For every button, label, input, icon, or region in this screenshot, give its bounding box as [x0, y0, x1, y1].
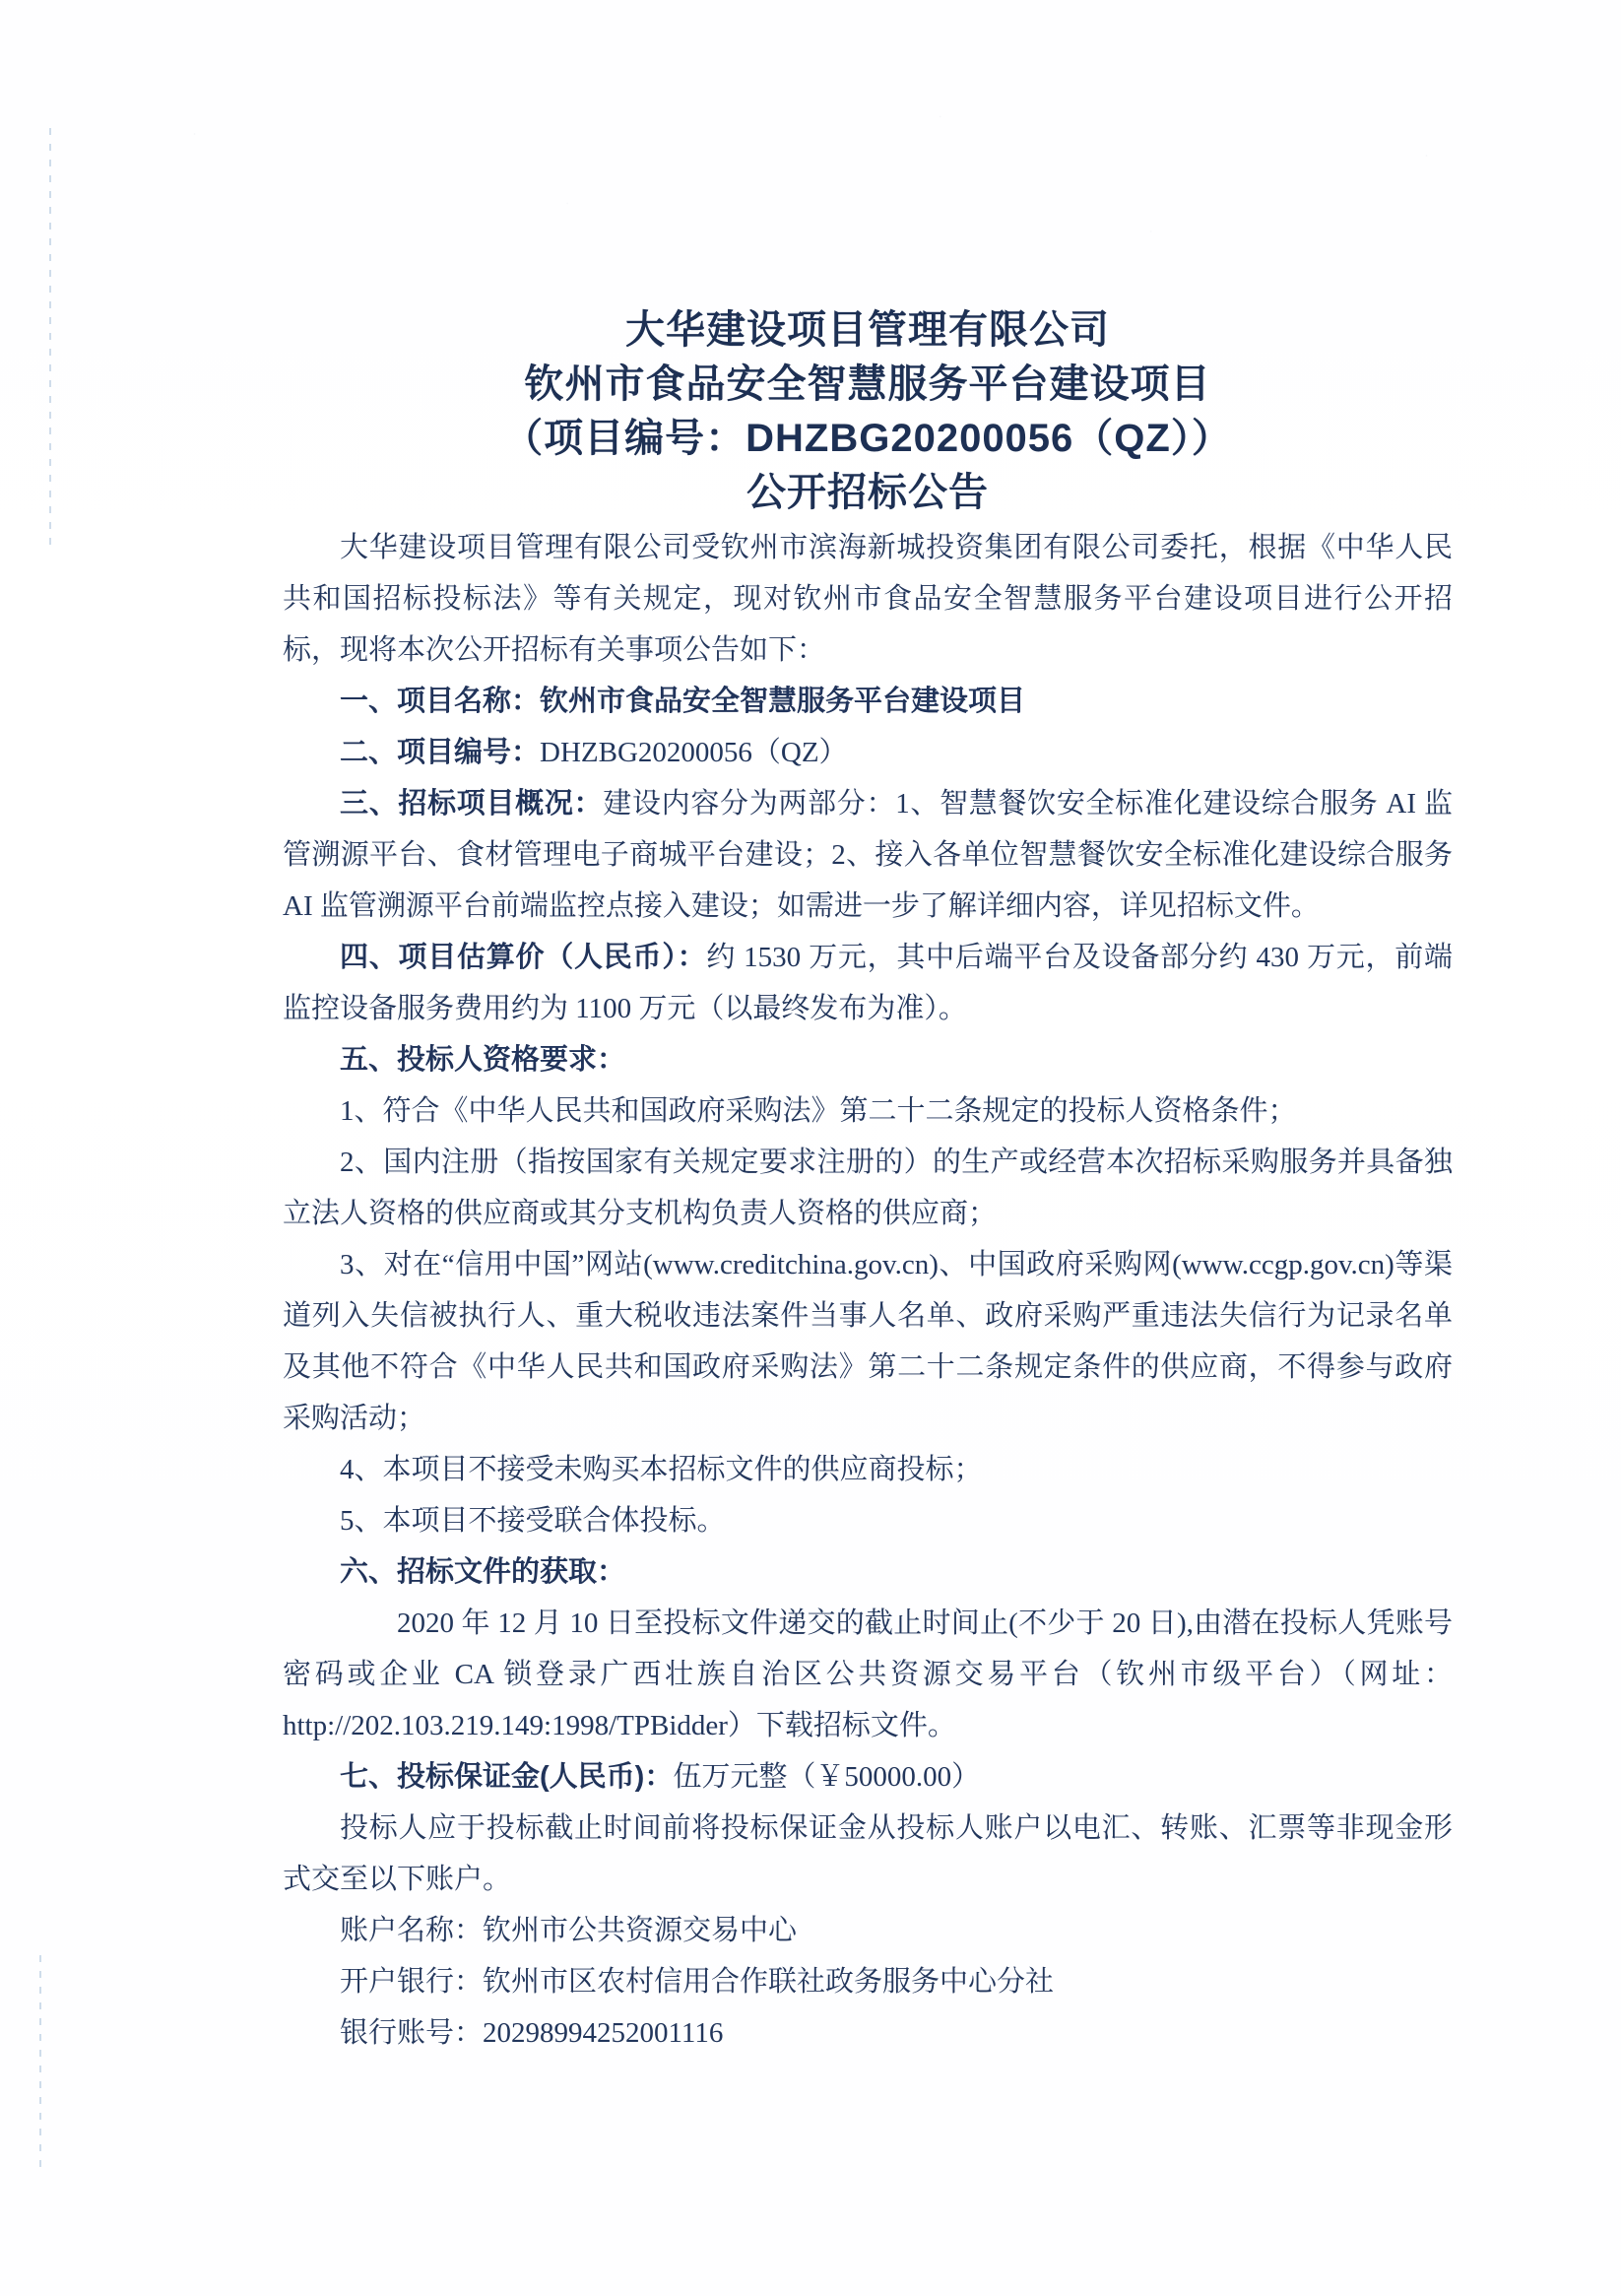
paragraph-intro	[283, 522, 1453, 676]
item-text: 5、本项目不接受联合体投标。	[340, 1505, 726, 1537]
account-text: 银行账号：20298994252001116	[340, 2017, 724, 2049]
section-label: 六、招标文件的获取：	[340, 1556, 626, 1588]
title-project-name: 钦州市食品安全智慧服务平台建设项目	[524, 362, 1211, 406]
section-value: 伍万元整（￥50000.00）	[673, 1761, 981, 1793]
qualification-item-2	[283, 1137, 1453, 1239]
title-announcement-type: 公开招标公告	[746, 471, 989, 514]
scan-artifact-line	[39, 1955, 41, 2167]
item-text: 2、国内注册（指按国家有关规定要求注册的）的生产或经营本次招标采购服务并具备独立法人资格的供应商或其分支机构负责人资格的供应商；	[283, 1147, 1453, 1229]
section-label: 一、项目名称：	[340, 686, 541, 717]
item-text: 4、本项目不接受未购买本招标文件的供应商投标；	[340, 1454, 983, 1485]
qualification-item-4	[283, 1444, 1453, 1495]
section-project-overview	[283, 778, 1453, 932]
paragraph-deposit-instructions	[283, 1803, 1453, 1905]
section-value: DHZBG20200056（QZ）	[540, 737, 848, 768]
section-text: 约 1530 万元，其中后端平台及设备部分约 430 万元，前端监控设备服务费用约为 1100 万元（以最终发布为准）。	[283, 942, 1453, 1024]
title-project-number: （项目编号：DHZBG20200056（QZ））	[503, 417, 1232, 460]
document-body	[283, 522, 1453, 2059]
section-label: 三、招标项目概况：	[340, 788, 604, 820]
section-project-name	[283, 676, 1453, 727]
item-text: 1、符合《中华人民共和国政府采购法》第二十二条规定的投标人资格条件；	[340, 1095, 1297, 1127]
qualification-item-1	[283, 1085, 1453, 1137]
section-document-acquisition-heading	[283, 1546, 1453, 1598]
section-bidder-qualifications-heading	[283, 1034, 1453, 1085]
paragraph-text: 投标人应于投标截止时间前将投标保证金从投标人账户以电汇、转账、汇票等非现金形式交至以下账户。	[283, 1812, 1453, 1895]
document-title-block	[283, 303, 1453, 520]
section-label: 五、投标人资格要求：	[340, 1044, 626, 1076]
qualification-item-3	[283, 1239, 1453, 1444]
title-company-name: 大华建设项目管理有限公司	[625, 308, 1110, 352]
scan-artifact-line	[49, 128, 51, 552]
section-label: 四、项目估算价（人民币）：	[340, 942, 707, 973]
section-project-number	[283, 727, 1453, 778]
bank-account-number-line	[283, 2007, 1453, 2059]
section-label: 二、项目编号：	[340, 737, 541, 768]
section-bid-deposit	[283, 1751, 1453, 1803]
paragraph-document-acquisition	[283, 1598, 1453, 1751]
section-text: 建设内容分为两部分：1、智慧餐饮安全标准化建设综合服务 AI 监管溯源平台、食材管理电子商城平台建设；2、接入各单位智慧餐饮安全标准化建设综合服务 AI 监管溯源平台前端监控点接入建设；如需进一步了解详细内容，详见招标文件。	[283, 788, 1453, 922]
item-text: 3、对在“信用中国”网站(www.creditchina.gov.cn)、中国政府采购网(www.ccgp.gov.cn)等渠道列入失信被执行人、重大税收违法案件当事人名单、政府采购严重违法失信行为记录名单及其他不符合《中华人民共和国政府采购法》第二十二条规定条件的供应商，不得参与政府采购活动；	[283, 1249, 1453, 1434]
account-text: 开户银行：钦州市区农村信用合作联社政务服务中心分社	[340, 1966, 1055, 1998]
document-content	[283, 0, 1453, 2059]
bank-name-line	[283, 1956, 1453, 2007]
account-name-line	[283, 1905, 1453, 1956]
account-text: 账户名称：钦州市公共资源交易中心	[340, 1915, 798, 1946]
qualification-item-5	[283, 1495, 1453, 1546]
paragraph-text: 2020 年 12 月 10 日至投标文件递交的截止时间止(不少于 20 日),由潜在投标人凭账号密码或企业 CA 锁登录广西壮族自治区公共资源交易平台（钦州市级平台）（网址：http://202.103.219.149:1998/TPBidder）下载招标文件。	[283, 1607, 1453, 1741]
section-value: 钦州市食品安全智慧服务平台建设项目	[540, 686, 1026, 717]
paragraph-text: 大华建设项目管理有限公司受钦州市滨海新城投资集团有限公司委托，根据《中华人民共和国招标投标法》等有关规定，现对钦州市食品安全智慧服务平台建设项目进行公开招标，现将本次公开招标有关事项公告如下：	[283, 532, 1453, 666]
section-estimated-price	[283, 932, 1453, 1034]
section-label: 七、投标保证金(人民币)：	[340, 1761, 674, 1793]
